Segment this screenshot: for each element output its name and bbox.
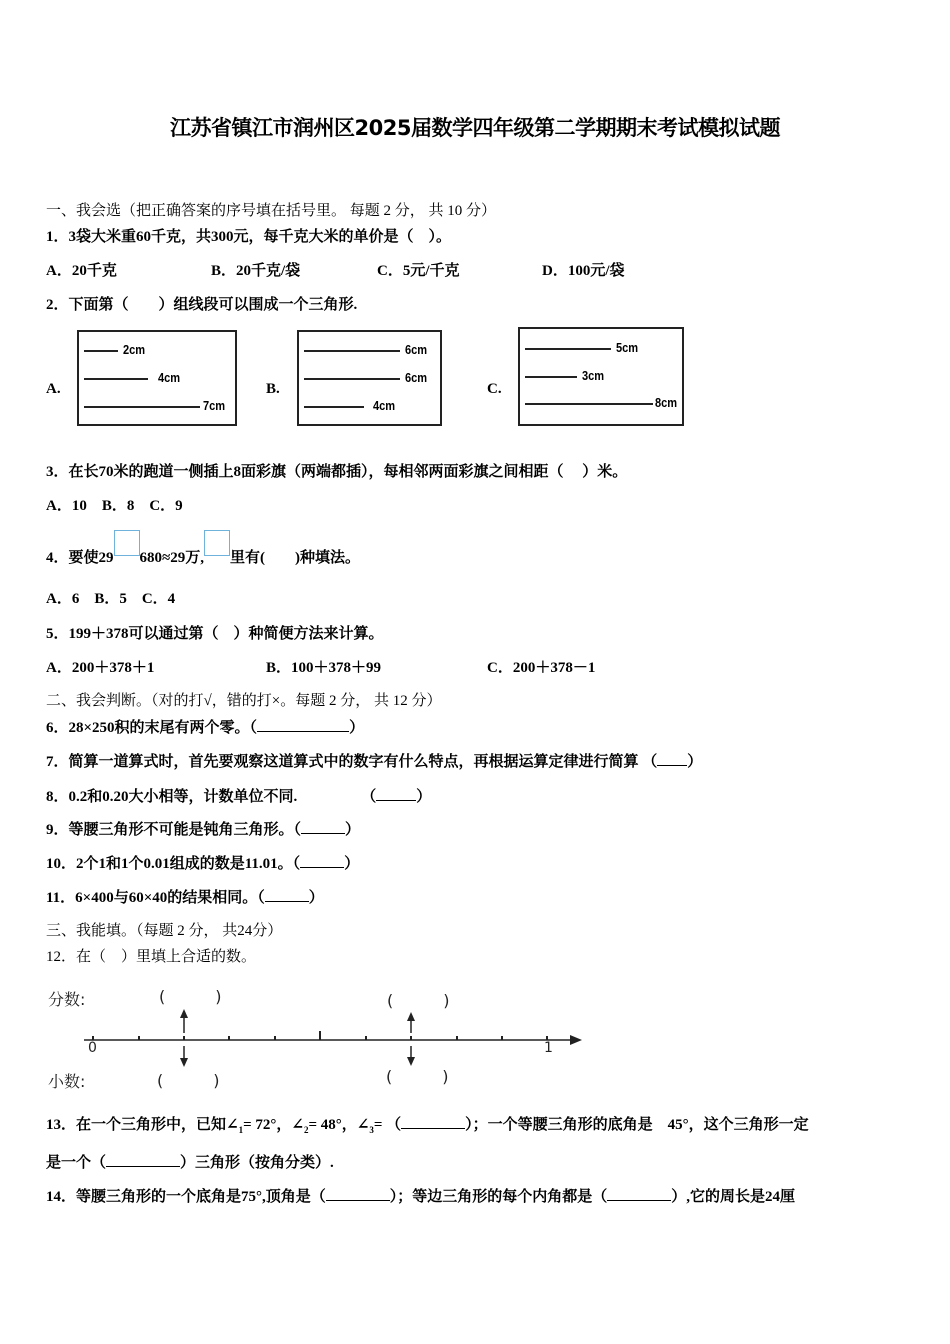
q4-middle: 680≈29万, xyxy=(139,550,204,566)
decimal-blank-2[interactable]: ( ) xyxy=(386,1067,455,1086)
q4-options: A．6 B．5 C．4 xyxy=(46,591,176,607)
question-14 xyxy=(46,1186,795,1207)
q3-options: A．10 B．8 C．9 xyxy=(46,498,183,514)
answer-blank[interactable] xyxy=(607,1186,671,1201)
close-paren: ） xyxy=(345,822,361,838)
q5-option-a: A．200＋378＋1 xyxy=(46,660,155,676)
q14-text: ）,它的周长是24厘 xyxy=(671,1189,796,1205)
fraction-blank-2[interactable]: ( ) xyxy=(387,991,456,1010)
q13-text: = （ xyxy=(373,1117,402,1133)
segment-label: 8cm xyxy=(655,395,678,410)
question-2: 2．下面第（ ）组线段可以围成一个三角形. xyxy=(46,297,358,313)
section-2-heading: 二、我会判断。（对的打√，错的打×。每题 2 分， 共 12 分） xyxy=(46,693,442,709)
segment-label: 2cm xyxy=(123,342,146,357)
q5-option-c: C．200＋378－1 xyxy=(487,660,596,676)
q4-prefix: 4．要使29 xyxy=(46,550,114,566)
close-paren: ） xyxy=(308,890,324,906)
answer-blank[interactable] xyxy=(106,1152,180,1167)
segment-label: 6cm xyxy=(405,370,428,385)
question-3: 3．在长70米的跑道一侧插上8面彩旗（两端都插），每相邻两面彩旗之间相距（ ）米。 xyxy=(46,464,628,480)
fraction-label: 分数: xyxy=(48,990,86,1009)
q5-option-b: B．100＋378＋99 xyxy=(266,660,382,676)
q1-option-d: D．100元/袋 xyxy=(542,263,625,279)
q14-text: ）；等边三角形的每个内角都是（ xyxy=(389,1189,608,1205)
q2-option-b-label: B. xyxy=(266,381,280,397)
q1-option-c: C．5元/千克 xyxy=(377,263,460,279)
segment-label: 7cm xyxy=(203,398,226,413)
q13-text: ）；一个等腰三角形的底角是 45°，这个三角形一定 xyxy=(465,1117,809,1133)
decimal-blank-1[interactable]: ( ) xyxy=(157,1071,226,1090)
question-13-line-1 xyxy=(46,1114,809,1140)
question-12: 12．在（ ）里填上合适的数。 xyxy=(46,949,257,965)
q13-text: 13．在一个三角形中，已知∠ xyxy=(46,1117,239,1133)
question-13-line-2 xyxy=(46,1152,334,1173)
close-paren: ） xyxy=(416,789,432,805)
segment-label: 4cm xyxy=(373,398,396,413)
angle-subscript: 3 xyxy=(369,1125,374,1135)
q13-text: = 48°，∠ xyxy=(308,1117,370,1133)
decimal-label: 小数: xyxy=(48,1072,86,1091)
open-paren: （ xyxy=(361,789,377,805)
q2-option-c-label: C. xyxy=(487,381,502,397)
q8-text: 8．0.2和0.20大小相等，计数单位不同. xyxy=(46,789,298,805)
angle-subscript: 1 xyxy=(238,1125,244,1135)
segment-label: 4cm xyxy=(158,370,181,385)
segment-label: 6cm xyxy=(405,342,428,357)
segment-label: 5cm xyxy=(616,340,639,355)
q1-option-a: A．20千克 xyxy=(46,263,117,279)
fraction-blank-1[interactable]: ( ) xyxy=(159,987,228,1006)
close-paren: ） xyxy=(344,856,360,872)
page-title: 江苏省镇江市润州区2025届数学四年级第二学期期末考试模拟试题 xyxy=(170,116,780,140)
question-5: 5．199＋378可以通过第（ ）种简便方法来计算。 xyxy=(46,626,384,642)
number-line-start: 0 xyxy=(88,1040,97,1056)
answer-blank[interactable] xyxy=(326,1186,390,1201)
q6-text: 6．28×250积的末尾有两个零。（ xyxy=(46,720,258,736)
q9-text: 9．等腰三角形不可能是钝角三角形。（ xyxy=(46,822,302,838)
segment-label: 3cm xyxy=(582,368,605,383)
answer-blank[interactable] xyxy=(401,1114,465,1129)
q13-text: 是一个（ xyxy=(46,1155,107,1171)
q1-option-b: B．20千克/袋 xyxy=(211,263,301,279)
q14-text: 14．等腰三角形的一个底角是75°,顶角是（ xyxy=(46,1189,326,1205)
q13-text: ）三角形（按角分类）. xyxy=(180,1155,334,1171)
q7-text: 7．简算一道算式时，首先要观察这道算式中的数字有什么特点，再根据运算定律进行简算 （ xyxy=(46,754,658,770)
q4-suffix: 里有( )种填法。 xyxy=(230,550,360,566)
number-line-end: 1 xyxy=(544,1040,553,1056)
close-paren: ） xyxy=(349,720,365,736)
q11-text: 11．6×400与60×40的结果相同。（ xyxy=(46,890,265,906)
section-3-heading: 三、我能填。（每题 2 分， 共24分） xyxy=(46,923,283,939)
question-1: 1．3袋大米重60千克，共300元，每千克大米的单价是（ ）。 xyxy=(46,229,452,245)
angle-subscript: 2 xyxy=(303,1125,309,1135)
q10-text: 10．2个1和1个0.01组成的数是11.01。（ xyxy=(46,856,301,872)
q2-option-a-label: A. xyxy=(46,381,61,397)
section-1-heading: 一、我会选（把正确答案的序号填在括号里。 每题 2 分， 共 10 分） xyxy=(46,203,497,219)
q13-text: = 72°，∠ xyxy=(243,1117,304,1133)
close-paren: ） xyxy=(687,754,703,770)
